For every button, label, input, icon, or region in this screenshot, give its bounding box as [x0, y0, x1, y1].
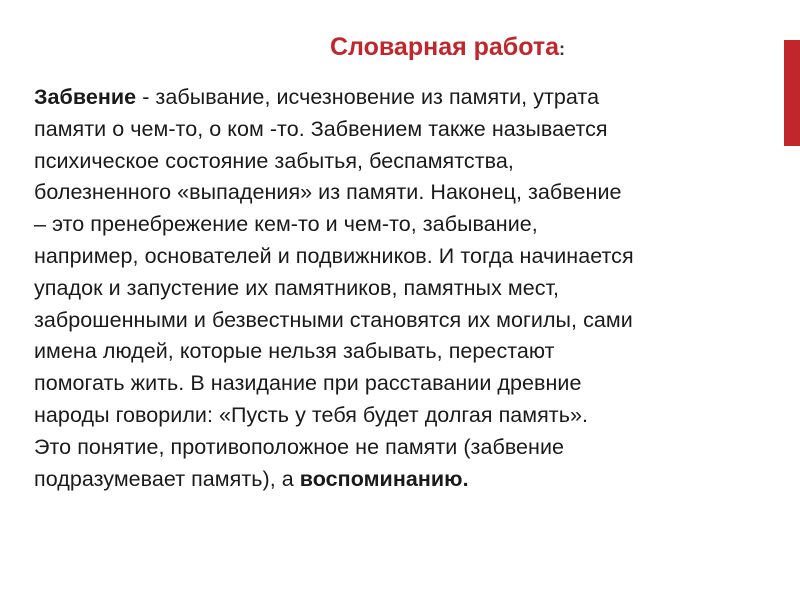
slide-title-text: Словарная работа [330, 33, 560, 61]
text-line-2: памяти о чем-то, о ком -то. Забвением также называется [34, 116, 608, 141]
slide-title [0, 33, 800, 62]
text-line-3: психическое состояние забытья, беспамятства, [34, 148, 514, 173]
text-line-13 [34, 464, 784, 496]
text-line-1-rest: - забывание, исчезновение из памяти, утрата [136, 85, 600, 109]
text-line-6: например, основателей и подвижников. И тогда начинается [34, 243, 634, 268]
text-line-8: заброшенными и безвестными становятся их могилы, сами [34, 307, 633, 332]
text-line-11: народы говорили: «Пусть у тебя будет долгая память». [34, 402, 588, 427]
term-zabvenie: Забвение [34, 85, 137, 109]
text-line-13-start: подразумевает память), а [34, 466, 300, 491]
text-line-1 [34, 82, 784, 114]
text-line-10: помогать жить. В назидание при расставании древние [34, 371, 582, 396]
text-line-5: – это пренебрежение кем-то и чем-то, забывание, [34, 212, 538, 237]
text-line-7: упадок и запустение их памятников, памятных мест, [34, 275, 560, 300]
text-line-4: болезненного «выпадения» из памяти. Наконец, забвение [34, 180, 622, 205]
term-vospominaniyu: воспоминанию. [299, 466, 469, 491]
text-line-9: имена людей, которые нельзя забывать, перестают [34, 339, 555, 364]
text-line-12: Это понятие, противоположное не памяти (забвение [34, 434, 565, 459]
definition-text [34, 82, 784, 495]
slide-title-colon: : [559, 39, 566, 59]
